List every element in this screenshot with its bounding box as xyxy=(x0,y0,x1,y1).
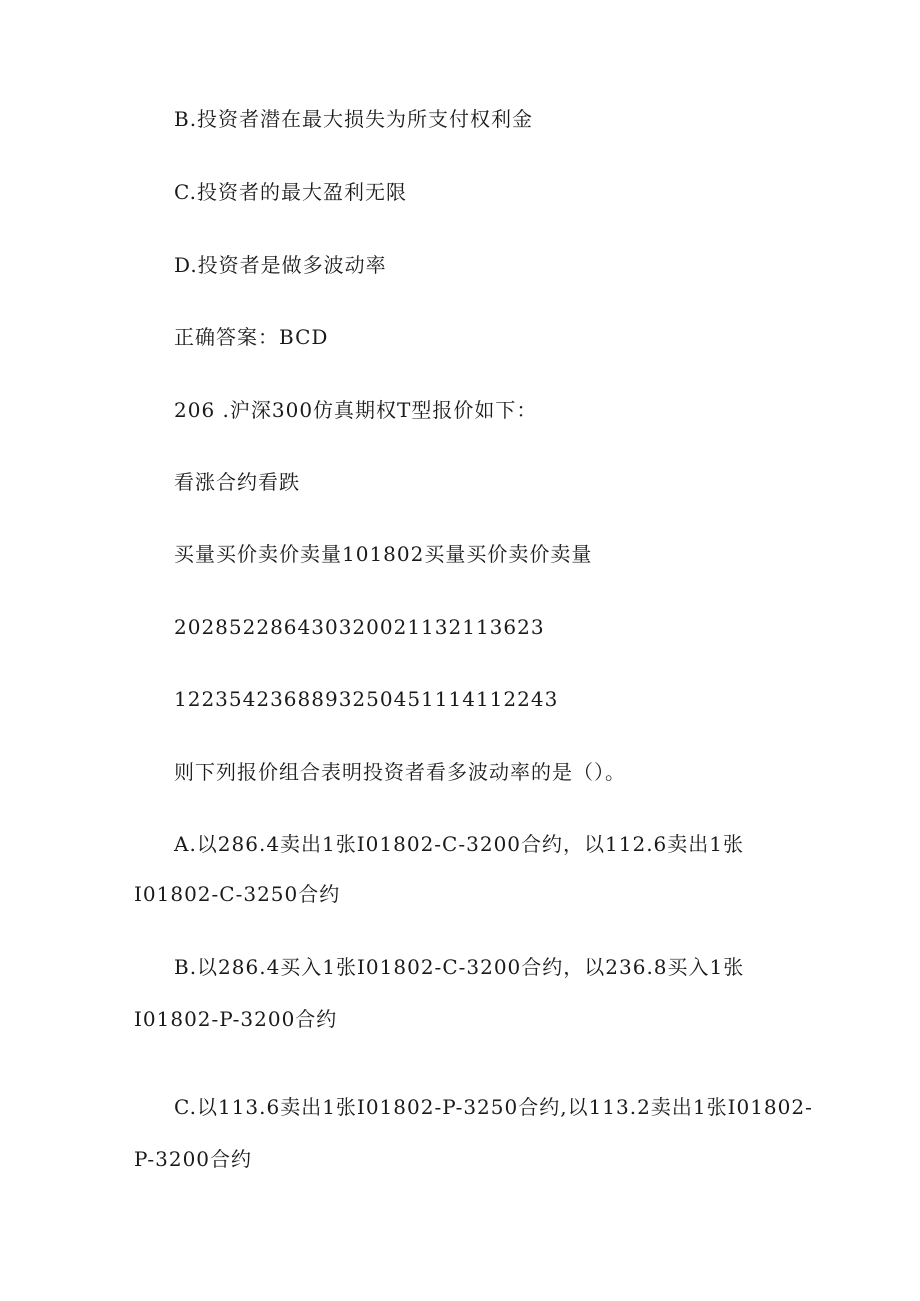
table-row-1: 2028522864303200211321136​23 xyxy=(174,615,545,639)
question-206-title: 206 .沪深300仿真期权T型报价如下： xyxy=(174,398,538,422)
answer-prev: 正确答案：BCD xyxy=(174,325,329,349)
table-columns: 买量买价卖价卖量101802买量买价卖价卖量 xyxy=(174,542,593,566)
option-a-line1: A.以286.4卖出1张I01802-C-3200合约，以112.6卖出1张 xyxy=(174,832,745,856)
option-c-prev: C.投资者的最大盈利无限 xyxy=(174,180,407,204)
question-stem: 则下列报价组合表明投资者看多波动率的是（）。 xyxy=(174,760,626,784)
table-header: 看涨合约看跌 xyxy=(174,470,300,494)
option-b-line2: I01802-P-3200合约 xyxy=(134,1007,338,1031)
option-c-line1: C.以113.6卖出1张I01802-P-3250合约,以113.2卖出1张I01802- xyxy=(174,1095,813,1119)
table-row-2: 12235423688932504511141​12243 xyxy=(174,687,559,711)
option-c-line2: P-3200合约 xyxy=(134,1147,253,1171)
option-b-prev: B.投资者潜在最大损失为所支付权利金 xyxy=(174,107,534,131)
option-a-line2: I01802-C-3250合约 xyxy=(134,882,341,906)
option-d-prev: D.投资者是做多波动率 xyxy=(174,253,387,277)
option-b-line1: B.以286.4买入1张I01802-C-3200合约，以236.8买入1张 xyxy=(174,955,745,979)
